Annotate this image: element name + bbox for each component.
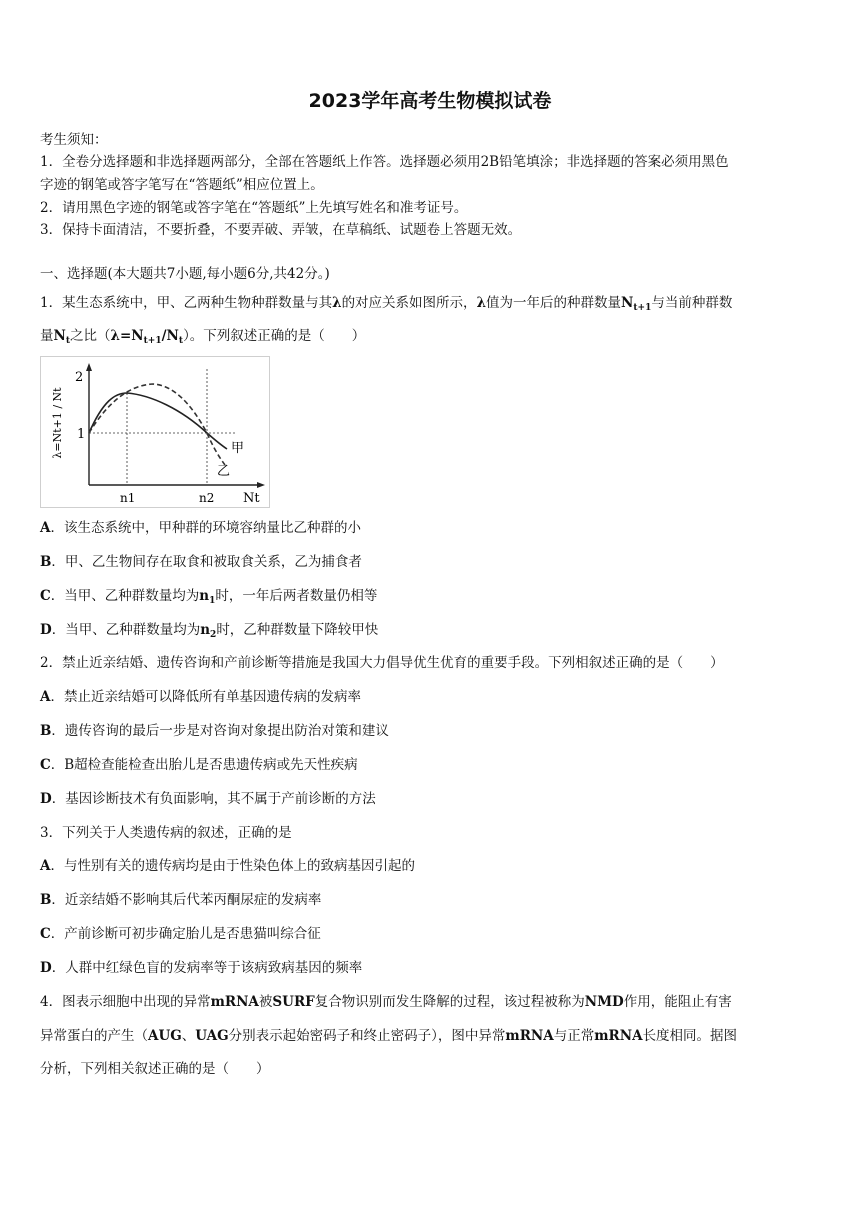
- q1-text: 之比（: [70, 328, 111, 344]
- y-axis-label: λ=Nt+1 / Nt: [51, 387, 64, 459]
- option-letter: D: [40, 960, 52, 976]
- y-axis-arrow: [86, 363, 92, 371]
- option-text: ．当甲、乙种群数量均为: [50, 588, 200, 604]
- q4-text: 被: [258, 994, 273, 1010]
- option-n: n: [199, 588, 210, 604]
- q1-option-b: [40, 552, 830, 572]
- q3-option-c: [40, 924, 830, 944]
- q2-stem: 2．禁止近亲结婚、遗传咨询和产前诊断等措施是我国大力倡导优生优育的重要手段。下列相叙述正确的是（ ）: [40, 655, 724, 671]
- option-n-sub: 2: [210, 630, 217, 640]
- option-text: ．当甲、乙种群数量均为: [51, 622, 201, 638]
- option-letter: B: [40, 723, 52, 739]
- option-letter: B: [40, 892, 52, 908]
- curve-yi: [89, 384, 225, 465]
- q2-option-b: [40, 721, 830, 741]
- q1-graph: [41, 357, 269, 507]
- q4-text: 作用，能阻止有害: [623, 994, 732, 1010]
- q1-nt: N: [53, 328, 66, 344]
- q3-option-d: [40, 958, 830, 978]
- option-letter: A: [40, 520, 51, 536]
- q3-option-a: [40, 856, 830, 876]
- q1-text: 值为一年后的种群数量: [486, 295, 622, 311]
- q1-text: 与当前种群数: [651, 295, 733, 311]
- x-tick-n1: n1: [120, 491, 136, 505]
- q1-formula-sub: t+1: [143, 336, 162, 346]
- q4-mrna: mRNA: [505, 1028, 554, 1044]
- x-axis-label: Nt: [243, 491, 260, 506]
- q1-option-a: [40, 518, 830, 538]
- q1-text: 1．某生态系统中，甲、乙两种生物种群数量与其: [40, 295, 333, 311]
- q4-text: 与正常: [553, 1028, 595, 1044]
- option-letter: C: [40, 588, 51, 604]
- q1-formula: λ=N: [110, 328, 144, 344]
- option-letter: C: [40, 926, 51, 942]
- q4-text: 异常蛋白的产生（: [40, 1028, 148, 1044]
- curve-label-yi: 乙: [217, 464, 231, 479]
- notice-item-1: 1．全卷分选择题和非选择题两部分，全部在答题纸上作答。选择题必须用2B铅笔填涂；非选择题的答案必须用黑色: [40, 154, 729, 170]
- option-text: ．与性别有关的遗传病均是由于性染色体上的致病基因引起的: [50, 858, 415, 874]
- option-letter: B: [40, 554, 52, 570]
- q1-formula-sub: t: [178, 336, 184, 346]
- notice-item-1-cont: 字迹的钢笔或答字笔写在“答题纸”相应位置上。: [40, 177, 324, 193]
- q4-text: 4．图表示细胞中出现的异常: [40, 994, 211, 1010]
- option-text: 时，一年后两者数量仍相等: [215, 588, 378, 604]
- q1-figure: [40, 356, 270, 508]
- option-n: n: [200, 622, 211, 638]
- q4-stem-line3: 分析，下列相关叙述正确的是（ ）: [40, 1061, 270, 1077]
- option-letter: D: [40, 791, 52, 807]
- option-text: 时，乙种群数量下降较甲快: [216, 622, 379, 638]
- q4-surf: SURF: [272, 994, 315, 1010]
- q1-nt1-sub: t+1: [633, 303, 652, 313]
- option-letter: A: [40, 689, 51, 705]
- q1-lambda: λ: [476, 295, 487, 311]
- q3-option-b: [40, 890, 830, 910]
- q1-nt-sub: t: [65, 336, 71, 346]
- option-letter: D: [40, 622, 52, 638]
- q1-text: 量: [40, 328, 54, 344]
- q1-formula: /N: [161, 328, 179, 344]
- q2-option-a: [40, 687, 830, 707]
- option-text: ．基因诊断技术有负面影响，其不属于产前诊断的方法: [51, 791, 376, 807]
- option-letter: C: [40, 757, 51, 773]
- q1-text: ）。下列叙述正确的是（ ）: [183, 328, 366, 344]
- option-text: ．禁止近亲结婚可以降低所有单基因遗传病的发病率: [50, 689, 361, 705]
- notice-item-3: 3．保持卡面清洁，不要折叠，不要弄破、弄皱，在草稿纸、试题卷上答题无效。: [40, 222, 522, 238]
- q1-text: 的对应关系如图所示，: [341, 295, 477, 311]
- section-heading: 一、选择题(本大题共7小题,每小题6分,共42分。): [40, 266, 330, 282]
- option-text: ．近亲结婚不影响其后代苯丙酮尿症的发病率: [51, 892, 322, 908]
- option-text: ．甲、乙生物间存在取食和被取食关系，乙为捕食者: [51, 554, 362, 570]
- q4-text: 复合物识别而发生降解的过程，该过程被称为: [314, 994, 585, 1010]
- q3-stem: 3．下列关于人类遗传病的叙述，正确的是: [40, 825, 292, 841]
- option-n-sub: 1: [209, 596, 216, 606]
- q4-text: 分别表示起始密码子和终止密码子），图中异常: [228, 1028, 506, 1044]
- q2-option-c: [40, 755, 830, 775]
- option-text: ．B超检查能检查出胎儿是否患遗传病或先天性疾病: [50, 757, 358, 773]
- q4-aug: AUG: [148, 1028, 182, 1044]
- q1-nt1: N: [621, 295, 634, 311]
- q4-mrna: mRNA: [210, 994, 259, 1010]
- q4-text: 长度相同。据图: [642, 1028, 738, 1044]
- curve-jia: [89, 393, 227, 449]
- option-text: ．人群中红绿色盲的发病率等于该病致病基因的频率: [51, 960, 363, 976]
- q4-stem-line1: [40, 992, 830, 1012]
- x-axis-arrow: [257, 482, 265, 488]
- q1-option-d: [40, 620, 830, 640]
- page-title: 2023学年高考生物模拟试卷: [308, 90, 552, 112]
- option-text: ．遗传咨询的最后一步是对咨询对象提出防治对策和建议: [51, 723, 389, 739]
- option-text: ．该生态系统中，甲种群的环境容纳量比乙种群的小: [50, 520, 361, 536]
- q4-nmd: NMD: [584, 994, 624, 1010]
- q1-stem-line1: [40, 293, 830, 313]
- q4-stem-line2: [40, 1026, 830, 1046]
- q1-stem-line2: [40, 326, 830, 346]
- y-tick-1: 1: [77, 427, 86, 442]
- q1-lambda: λ: [332, 295, 342, 311]
- q4-uag: UAG: [195, 1028, 229, 1044]
- curve-label-jia: 甲: [231, 441, 245, 456]
- q2-option-d: [40, 789, 830, 809]
- notice-heading: 考生须知：: [40, 132, 108, 148]
- q4-text: 、: [181, 1028, 196, 1044]
- q1-option-c: [40, 586, 830, 606]
- option-text: ．产前诊断可初步确定胎儿是否患猫叫综合征: [50, 926, 321, 942]
- notice-item-2: 2．请用黑色字迹的钢笔或答字笔在“答题纸”上先填写姓名和准考证号。: [40, 200, 468, 216]
- option-letter: A: [40, 858, 51, 874]
- x-tick-n2: n2: [199, 491, 215, 505]
- y-tick-2: 2: [75, 370, 84, 385]
- q4-mrna: mRNA: [594, 1028, 643, 1044]
